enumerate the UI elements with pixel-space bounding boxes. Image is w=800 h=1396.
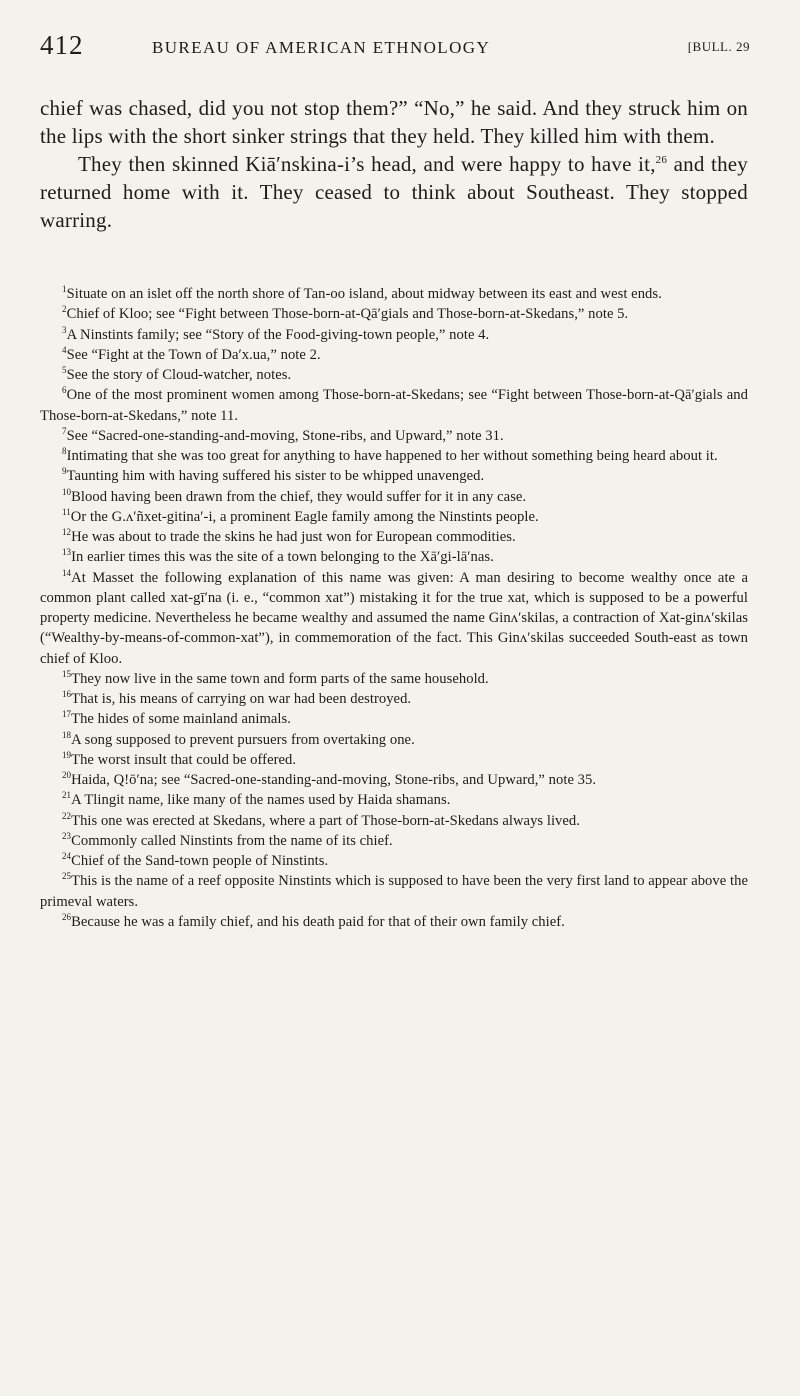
paragraph-text-start: They then skinned Kiā′nskina-i’s head, and were happy to have it, xyxy=(78,152,656,176)
footnote-number: 15 xyxy=(62,668,72,679)
footnote-text: That is, his means of carrying on war had been destroyed. xyxy=(71,691,412,707)
footnote-text: In earlier times this was the site of a town belonging to the Xā′gi-lā′nas. xyxy=(71,549,494,566)
running-head: BUREAU OF AMERICAN ETHNOLOGY xyxy=(152,38,491,57)
footnote xyxy=(40,689,748,709)
footnote-text: At Masset the following explanation of this name was given: A man desiring to become wealthy once ate a common plant called xat-gī′na (i. e., “common xat”) mistaking it for the true xat, which is supposed to be a powerful property medicine. Nevertheless he became wealthy and assumed the name Ginʌ′skilas, a contraction of Xat-ginʌ′skilas (“Wealthy-by-means-of-common-xat”), in commemoration of the fact. This Ginʌ′skilas succeeded South-east as town chief of Kloo. xyxy=(40,569,748,667)
footnote xyxy=(40,750,748,770)
paragraph xyxy=(40,150,748,234)
footnote-number: 9 xyxy=(62,466,67,477)
footnote xyxy=(40,568,748,669)
footnote-text: Taunting him with having suffered his sister to be whipped unavenged. xyxy=(66,468,485,485)
footnote-number: 25 xyxy=(62,871,72,882)
footnote-text: This one was erected at Skedans, where a part of Those-born-at-Skedans always lived. xyxy=(71,812,580,829)
footnote-text: This is the name of a reef opposite Ninstints which is supposed to have been the very first land to appear above the primeval waters. xyxy=(40,873,748,910)
footnote xyxy=(40,487,748,507)
footnote-number: 10 xyxy=(62,486,72,497)
footnote-text: See “Fight at the Town of Da′x.ua,” note 2. xyxy=(66,346,321,363)
footnotes xyxy=(40,284,748,932)
paragraph-text-end: and they returned home with it. They ceased to think about Southeast. They stopped warring. xyxy=(40,152,749,232)
footnote-text: See the story of Cloud-watcher, notes. xyxy=(66,367,292,383)
footnote xyxy=(40,912,748,932)
footnote-number: 5 xyxy=(62,365,67,376)
footnote-number: 2 xyxy=(62,304,67,315)
footnote-text: Chief of the Sand-town people of Ninstints. xyxy=(71,853,329,869)
footnote-text: Blood having been drawn from the chief, they would suffer for it in any case. xyxy=(71,488,527,505)
footnote xyxy=(40,365,748,385)
footnote-number: 13 xyxy=(62,547,72,558)
footnote xyxy=(40,527,748,547)
footnote-text: A Tlingit name, like many of the names used by Haida shamans. xyxy=(71,792,451,809)
footnote-number: 4 xyxy=(62,344,67,355)
footnote-text: The hides of some mainland animals. xyxy=(71,711,291,728)
footnote-text: Haida, Q!ō′na; see “Sacred-one-standing-and-moving, Stone-ribs, and Upward,” note 35. xyxy=(71,772,597,788)
footnote-text: Intimating that she was too great for anything to have happened to her without something being heard about it. xyxy=(66,448,718,464)
footnote-text: Situate on an islet off the north shore of Tan-oo island, about midway between its east and west ends. xyxy=(66,286,662,302)
footnote-text: Chief of Kloo; see “Fight between Those-born-at-Qā′gials and Those-born-at-Skedans,” note 5. xyxy=(66,306,629,323)
footnote-number: 22 xyxy=(62,810,72,821)
page-header xyxy=(40,30,750,64)
footnote-number: 21 xyxy=(62,790,72,801)
footnote-number: 16 xyxy=(62,689,72,700)
footnote xyxy=(40,547,748,567)
footnote-number: 26 xyxy=(62,911,72,922)
footnote xyxy=(40,345,748,365)
footnote-number: 7 xyxy=(62,425,67,436)
footnote-text: Because he was a family chief, and his death paid for that of their own family chief. xyxy=(71,913,565,930)
page-number: 412 xyxy=(40,30,84,60)
bulletin-reference: [BULL. 29 xyxy=(687,39,750,54)
footnote-number: 18 xyxy=(62,729,72,740)
footnote xyxy=(40,507,748,527)
footnote-reference[interactable]: 26 xyxy=(655,154,668,166)
footnote-text: They now live in the same town and form parts of the same household. xyxy=(71,670,489,687)
footnote-text: He was about to trade the skins he had just won for European commodities. xyxy=(71,529,516,545)
paragraph-continued: chief was chased, did you not stop them?” “No,” he said. And they struck him on the lips with the short sinker strings that they held. They killed him with them. xyxy=(40,96,748,148)
footnote-text: A Ninstints family; see “Story of the Food-giving-town people,” note 4. xyxy=(66,326,490,343)
footnote-number: 1 xyxy=(62,284,67,295)
main-text xyxy=(40,94,748,234)
footnote xyxy=(40,871,748,912)
footnote xyxy=(40,446,748,466)
footnote xyxy=(40,851,748,871)
footnote xyxy=(40,385,748,426)
footnote xyxy=(40,304,748,324)
footnote xyxy=(40,466,748,486)
footnote xyxy=(40,325,748,345)
footnote xyxy=(40,770,748,790)
footnote-number: 14 xyxy=(62,567,72,578)
footnote xyxy=(40,669,748,689)
footnote xyxy=(40,284,748,304)
footnote-number: 19 xyxy=(62,749,72,760)
footnote-number: 17 xyxy=(62,709,72,720)
footnote-text: One of the most prominent women among Those-born-at-Skedans; see “Fight between Those-born-at-Qā′gials and Those-born-at-Skedans,” note 11. xyxy=(40,387,748,424)
footnote-number: 23 xyxy=(62,830,72,841)
footnote-number: 6 xyxy=(62,385,67,396)
footnote xyxy=(40,709,748,729)
footnote-number: 24 xyxy=(62,851,72,862)
footnote-text: A song supposed to prevent pursuers from overtaking one. xyxy=(71,731,415,748)
footnote xyxy=(40,730,748,750)
footnote-text: Or the G.ʌ′ñxet-gitina′-i, a prominent Eagle family among the Ninstints people. xyxy=(70,508,539,525)
footnote xyxy=(40,811,748,831)
footnote-text: The worst insult that could be offered. xyxy=(71,751,297,768)
footnote xyxy=(40,831,748,851)
footnote-number: 11 xyxy=(62,506,71,517)
footnote-text: See “Sacred-one-standing-and-moving, Stone-ribs, and Upward,” note 31. xyxy=(66,427,504,444)
footnote-number: 8 xyxy=(62,446,67,457)
footnote-number: 12 xyxy=(62,527,72,538)
footnote-number: 3 xyxy=(62,324,67,335)
footnote-number: 20 xyxy=(62,770,72,781)
footnote xyxy=(40,426,748,446)
footnote-text: Commonly called Ninstints from the name of its chief. xyxy=(71,832,393,849)
footnote xyxy=(40,790,748,810)
